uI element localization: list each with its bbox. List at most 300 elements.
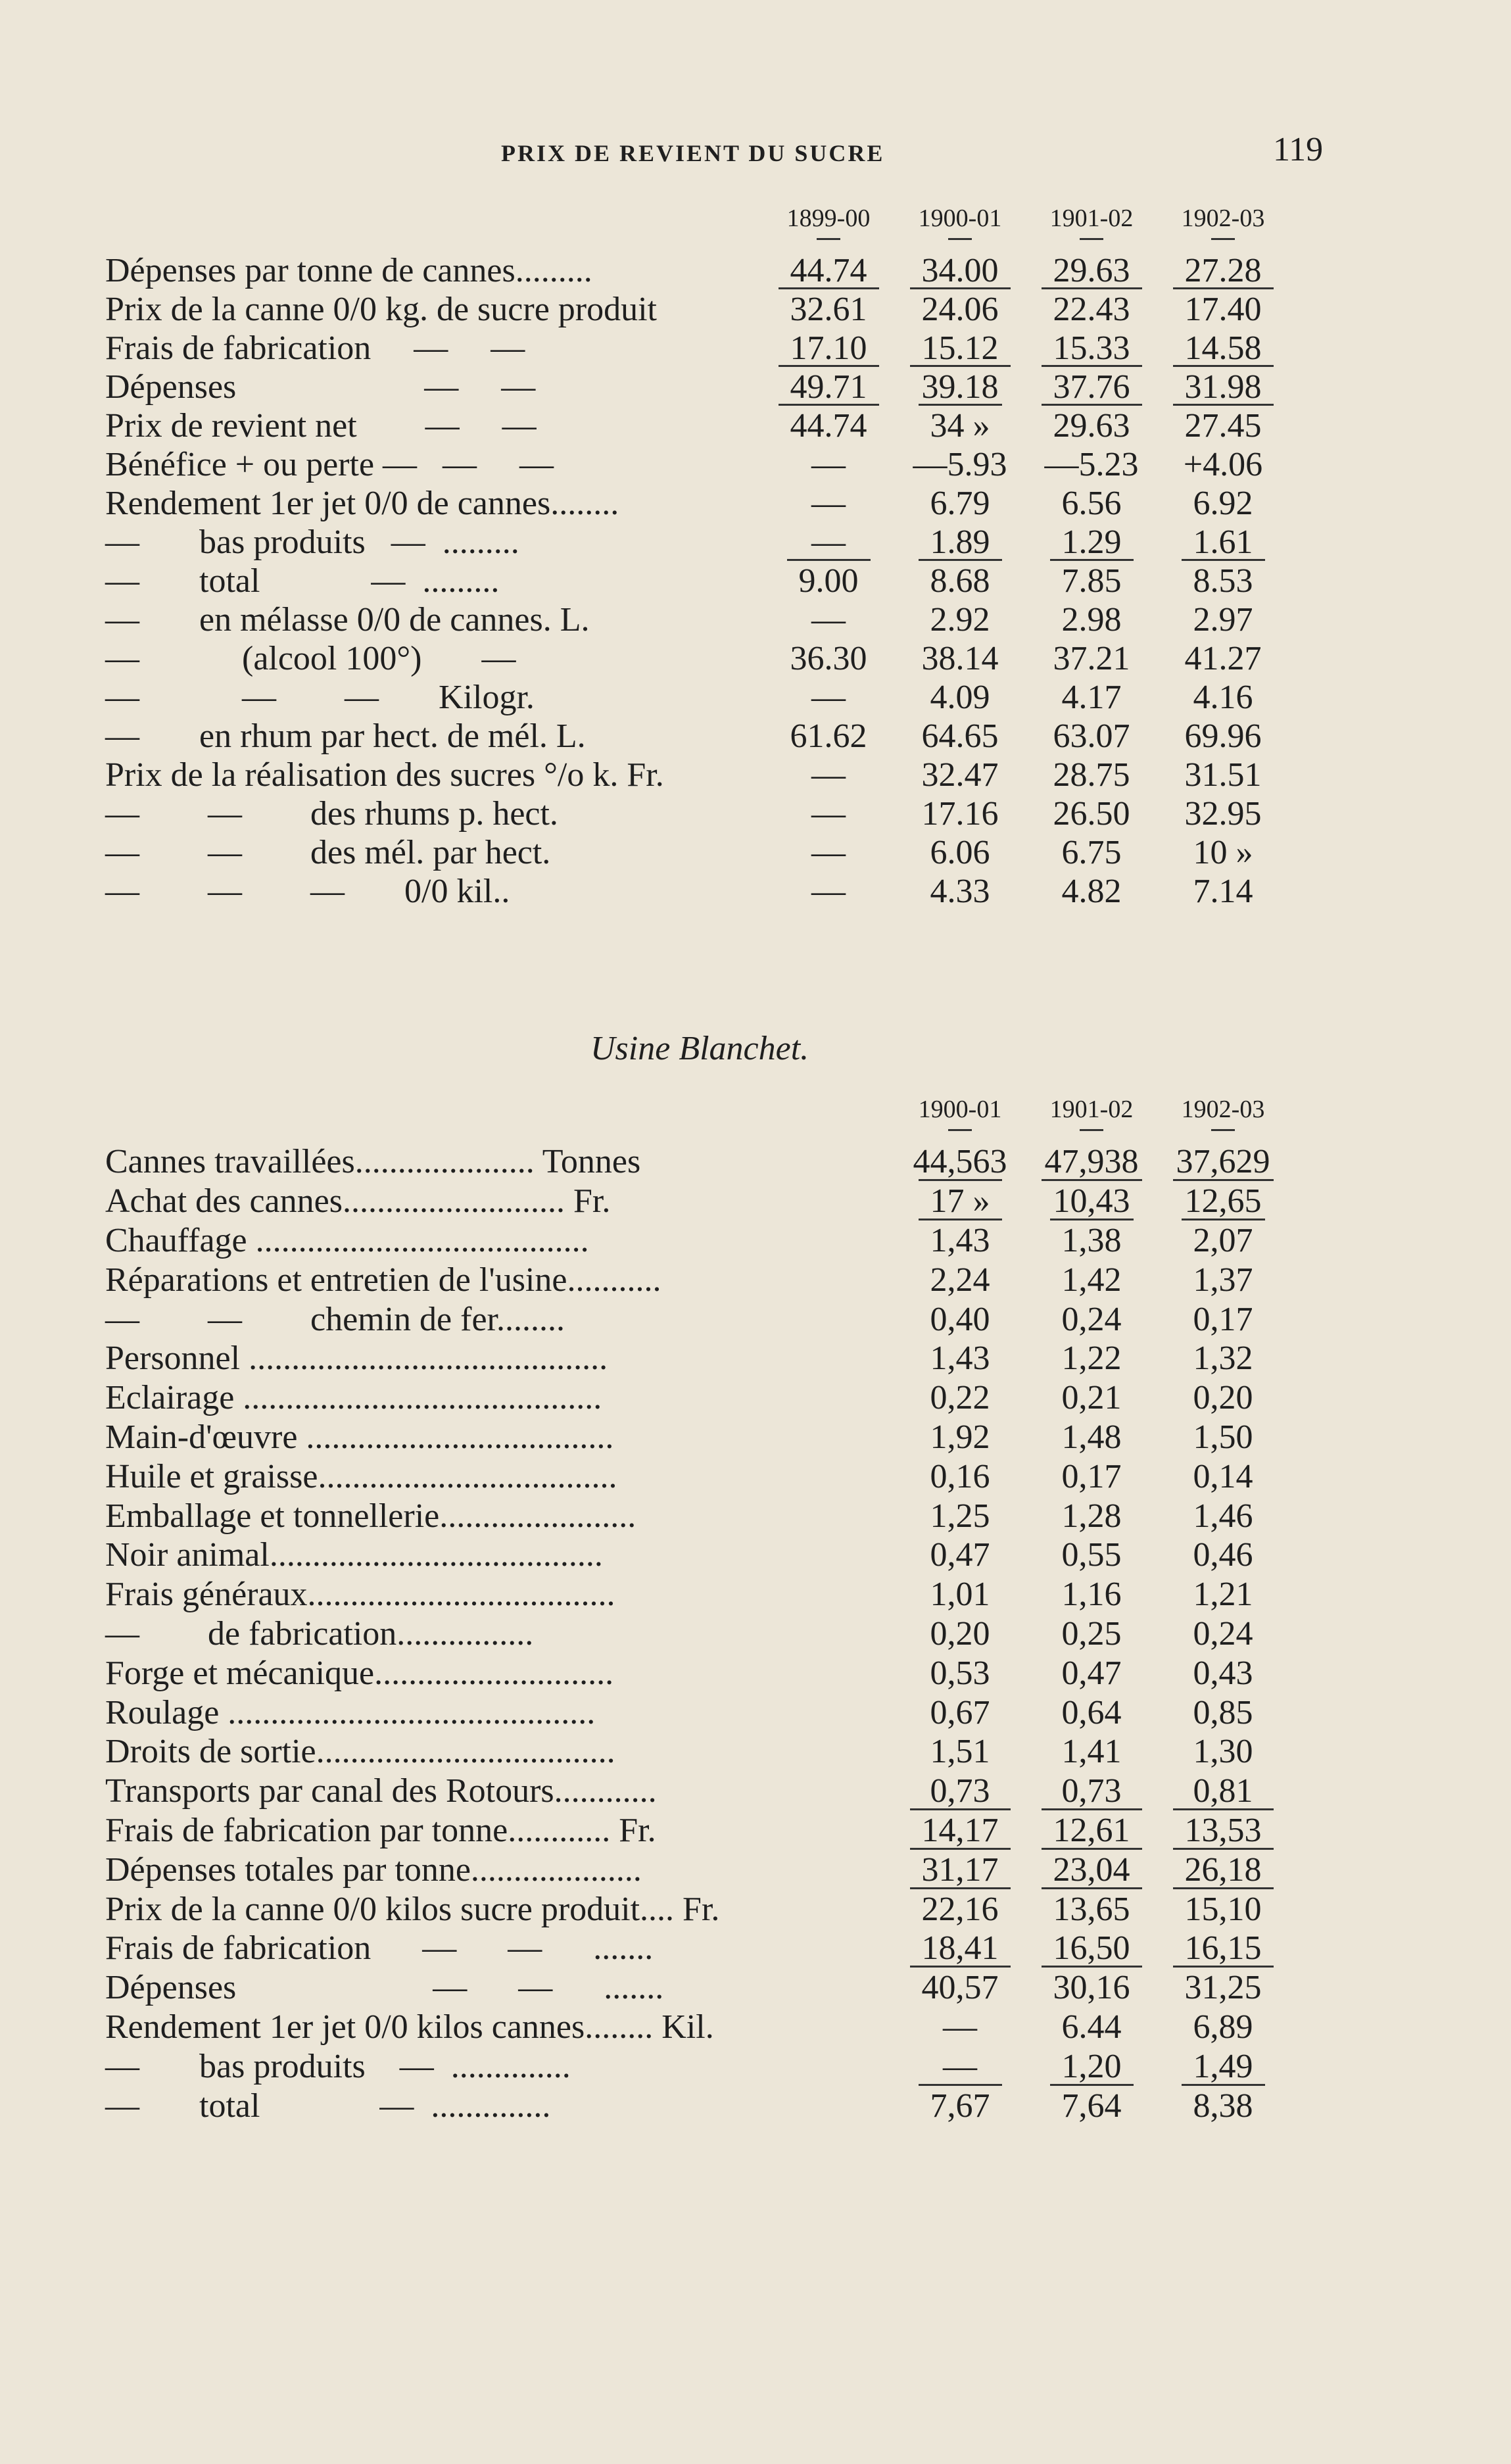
cell-value: 1,43 [919, 1219, 1002, 1259]
value-cell [1026, 794, 1157, 833]
table-row [105, 794, 1289, 833]
cost-table-2 [105, 1095, 1289, 2125]
cell-value: 31,17 [910, 1848, 1011, 1889]
cell-value: 64.65 [921, 717, 999, 755]
table2-header-row [105, 1095, 1289, 1142]
value-cell [1026, 1889, 1157, 1929]
value-cell [894, 290, 1026, 329]
cell-value: 30,16 [1042, 1966, 1142, 2006]
cell-value: 0,25 [1061, 1614, 1122, 1653]
cell-value: —5.23 [1044, 446, 1139, 483]
cell-value: 0,17 [1193, 1300, 1253, 1338]
cell-value: 69.96 [1184, 717, 1262, 755]
cell-value: 49.71 [779, 365, 879, 406]
page-number: 119 [1273, 131, 1324, 168]
table-row [105, 1968, 1289, 2008]
cell-value: 14.58 [1184, 329, 1262, 367]
cell-value: 6.56 [1061, 485, 1122, 522]
cell-value: — [811, 485, 846, 522]
table-row [105, 1378, 1289, 1418]
cost-table-1 [105, 204, 1289, 911]
value-cell [1026, 2008, 1157, 2047]
cell-value: 44.74 [790, 252, 867, 289]
row-label: Transports par canal des Rotours............ [105, 1772, 657, 1810]
cell-value: — [811, 523, 846, 561]
value-cell [1157, 756, 1289, 794]
row-label: Achat des cannes.......................... Fr. [105, 1182, 611, 1220]
table1-col-header: 1901-02 [1026, 204, 1157, 251]
cell-value: 17.40 [1173, 287, 1274, 328]
table-row [105, 756, 1289, 794]
value-cell [1157, 794, 1289, 833]
value-cell [1026, 290, 1157, 329]
row-label: Dépenses — — [105, 368, 536, 406]
cell-value: — [811, 601, 846, 639]
value-cell [1026, 1457, 1157, 1496]
table-row [105, 717, 1289, 756]
cell-value: 28.75 [1053, 756, 1130, 794]
value-cell [763, 562, 894, 600]
cell-value: 0,21 [1061, 1379, 1122, 1417]
value-cell [1157, 2086, 1289, 2125]
row-label: Rendement 1er jet 0/0 kilos cannes........ Kil. [105, 2008, 714, 2046]
cell-value: 26,18 [1173, 1848, 1274, 1889]
cell-value: 37.21 [1053, 640, 1130, 677]
value-cell [1157, 484, 1289, 523]
value-cell [1157, 2008, 1289, 2047]
value-cell [763, 251, 894, 290]
value-cell [894, 717, 1026, 756]
table-row [105, 562, 1289, 600]
cell-value: 24.06 [910, 287, 1011, 328]
cell-value: 36.30 [790, 640, 867, 677]
value-cell [1157, 1889, 1289, 1929]
cell-value: 1,46 [1193, 1497, 1253, 1535]
row-label: Emballage et tonnellerie....................... [105, 1497, 636, 1535]
row-label: — — des rhums p. hect. [105, 795, 558, 833]
value-cell [1026, 1378, 1157, 1418]
row-label: Frais de fabrication — — ....... [105, 1929, 654, 1968]
cell-value: 7,64 [1050, 2084, 1134, 2125]
value-cell [1157, 1457, 1289, 1496]
value-cell [1026, 756, 1157, 794]
table-row [105, 1811, 1289, 1850]
cell-value: 12,61 [1042, 1808, 1142, 1849]
value-cell [1157, 1693, 1289, 1732]
table-row [105, 1496, 1289, 1535]
value-cell [1026, 484, 1157, 523]
cell-value: 1,49 [1193, 2047, 1253, 2085]
value-cell [894, 1889, 1026, 1929]
cell-value: 4.16 [1193, 679, 1253, 716]
value-cell [894, 329, 1026, 368]
value-cell [1026, 251, 1157, 290]
table-row [105, 1614, 1289, 1654]
cell-value: 0,47 [1061, 1654, 1122, 1692]
value-cell [894, 484, 1026, 523]
table-row [105, 1889, 1289, 1929]
value-cell [763, 678, 894, 717]
value-cell [1157, 1221, 1289, 1261]
cell-value: 61.62 [790, 717, 867, 755]
value-cell [1026, 600, 1157, 639]
value-cell [763, 290, 894, 329]
row-label: Dépenses — — ....... [105, 1969, 664, 2007]
value-cell [894, 2008, 1026, 2047]
table-row [105, 290, 1289, 329]
cell-value: 4.33 [930, 873, 990, 910]
value-cell [1157, 368, 1289, 406]
cell-value: 0,73 [930, 1772, 990, 1810]
value-cell [1157, 445, 1289, 484]
cell-value: 38.14 [921, 640, 999, 677]
cell-value: 41.27 [1184, 640, 1262, 677]
cell-value: 37,629 [1176, 1143, 1270, 1181]
row-label: Personnel .......................................... [105, 1340, 608, 1378]
row-label: — total — ......... [105, 562, 500, 600]
cell-value: 8,38 [1182, 2084, 1265, 2125]
cell-value: 16,15 [1184, 1929, 1262, 1968]
value-cell [894, 1850, 1026, 1889]
row-label: — de fabrication................ [105, 1614, 534, 1653]
cell-value: 1,50 [1193, 1418, 1253, 1456]
value-cell [1026, 639, 1157, 678]
value-cell [894, 1339, 1026, 1378]
value-cell [894, 368, 1026, 406]
cell-value: 17.16 [921, 795, 999, 833]
cell-value: 2.98 [1061, 601, 1122, 639]
table-row [105, 368, 1289, 406]
row-label: Frais généraux.................................... [105, 1576, 615, 1614]
value-cell [1157, 329, 1289, 368]
cell-value: 4.82 [1061, 873, 1122, 910]
cell-value: 39.18 [910, 365, 1011, 406]
table2-col-header: 1901-02 [1026, 1095, 1157, 1142]
cell-value: 6.79 [930, 485, 990, 522]
cell-value: 13,65 [1042, 1887, 1142, 1928]
value-cell [894, 1772, 1026, 1811]
value-cell [1157, 1535, 1289, 1575]
row-label: Dépenses par tonne de cannes......... [105, 252, 592, 289]
cell-value: 44.74 [779, 404, 879, 445]
cell-value: 63.07 [1053, 717, 1130, 755]
value-cell [1157, 1968, 1289, 2008]
table-row [105, 445, 1289, 484]
row-label: Droits de sortie................................... [105, 1733, 615, 1771]
value-cell [1157, 833, 1289, 872]
running-title: PRIX DE REVIENT DU SUCRE [501, 140, 885, 166]
table1-col-header: 1900-01 [894, 204, 1026, 251]
cell-value: 9.00 [787, 559, 871, 600]
value-cell [894, 562, 1026, 600]
value-cell [1157, 2046, 1289, 2086]
table-row [105, 251, 1289, 290]
value-cell [1026, 872, 1157, 911]
cell-value: 18,41 [921, 1929, 999, 1968]
row-label: Huile et graisse................................... [105, 1457, 617, 1495]
cell-value: 34.00 [921, 252, 999, 289]
cell-value: 47,938 [1044, 1143, 1139, 1181]
cell-value: 0,55 [1061, 1536, 1122, 1574]
table-row [105, 1772, 1289, 1811]
section-title: Usine Blanchet. [590, 1030, 809, 1067]
cell-value: — [811, 873, 846, 910]
value-cell [1157, 872, 1289, 911]
cell-value: 8.68 [919, 559, 1002, 600]
cell-value: 0,46 [1193, 1536, 1253, 1574]
value-cell [894, 1653, 1026, 1693]
value-cell [894, 1693, 1026, 1732]
value-cell [1026, 368, 1157, 406]
row-label: Eclairage .......................................... [105, 1379, 602, 1417]
table-row [105, 1182, 1289, 1221]
table2-col-header: 1902-03 [1157, 1095, 1289, 1142]
value-cell [894, 1968, 1026, 2008]
table-row [105, 1535, 1289, 1575]
table-row [105, 1299, 1289, 1339]
cell-value: 15.33 [1053, 329, 1130, 367]
value-cell [894, 1614, 1026, 1654]
row-label: — — — 0/0 kil.. [105, 873, 510, 910]
value-cell [894, 1811, 1026, 1850]
cell-value: 1,28 [1061, 1497, 1122, 1535]
table-row [105, 1575, 1289, 1614]
cell-value: — [811, 679, 846, 716]
value-cell [1157, 1811, 1289, 1850]
table-row [105, 1693, 1289, 1732]
cell-value: 29.63 [1042, 404, 1142, 445]
table-row [105, 1142, 1289, 1182]
cell-value: 6.06 [930, 834, 990, 871]
value-cell [1157, 251, 1289, 290]
cell-value: 7,67 [919, 2084, 1002, 2125]
value-cell [1157, 406, 1289, 445]
value-cell [1026, 1929, 1157, 1968]
table-row [105, 1732, 1289, 1772]
cell-value: 12,65 [1173, 1179, 1274, 1220]
value-cell [1026, 1653, 1157, 1693]
value-cell [894, 678, 1026, 717]
value-cell [1157, 1418, 1289, 1457]
value-cell [1026, 1339, 1157, 1378]
row-label: Prix de revient net — — [105, 407, 537, 445]
cell-value: 1,32 [1193, 1340, 1253, 1378]
value-cell [894, 639, 1026, 678]
cell-value: — [811, 756, 846, 794]
cell-value: 1,42 [1061, 1261, 1122, 1299]
cell-value: 44,563 [913, 1143, 1007, 1181]
row-label: — bas produits — .............. [105, 2047, 571, 2085]
cell-value: 1,48 [1061, 1418, 1122, 1456]
row-label: Cannes travaillées..................... Tonnes [105, 1143, 641, 1181]
table-row [105, 484, 1289, 523]
value-cell [1026, 1142, 1157, 1182]
value-cell [894, 1418, 1026, 1457]
value-cell [1157, 290, 1289, 329]
value-cell [1157, 1850, 1289, 1889]
value-cell [894, 756, 1026, 794]
value-cell [1026, 1221, 1157, 1261]
cell-value: 6.44 [1061, 2008, 1122, 2046]
value-cell [1026, 2086, 1157, 2125]
value-cell [1026, 1693, 1157, 1732]
table-row [105, 600, 1289, 639]
value-cell [1157, 523, 1289, 562]
cell-value: 0,73 [1061, 1772, 1122, 1810]
cell-value: 26.50 [1053, 795, 1130, 833]
value-cell [894, 406, 1026, 445]
table-row [105, 1221, 1289, 1261]
value-cell [1026, 1575, 1157, 1614]
cell-value: 1,20 [1061, 2047, 1122, 2085]
cell-value: 0,47 [930, 1536, 990, 1574]
cell-value: 0,67 [930, 1693, 990, 1731]
cell-value: 1,01 [930, 1576, 990, 1614]
cell-value: 1.29 [1061, 523, 1122, 561]
cell-value: 0,24 [1193, 1614, 1253, 1653]
value-cell [1026, 1260, 1157, 1299]
cell-value: 15.12 [921, 329, 999, 367]
value-cell [1157, 562, 1289, 600]
row-label: Frais de fabrication — — [105, 329, 525, 367]
table1-col-header: 1902-03 [1157, 204, 1289, 251]
value-cell [1157, 1732, 1289, 1772]
table-row [105, 1418, 1289, 1457]
cell-value: 32.61 [779, 287, 879, 328]
value-cell [1157, 1772, 1289, 1811]
cell-value: 1,43 [930, 1340, 990, 1378]
cell-value: 1,92 [930, 1418, 990, 1456]
cell-value: 0,14 [1193, 1457, 1253, 1495]
value-cell [1157, 1929, 1289, 1968]
cell-value: — [811, 834, 846, 871]
value-cell [1026, 833, 1157, 872]
cell-value: 2,07 [1182, 1219, 1265, 1259]
value-cell [1157, 678, 1289, 717]
cell-value: 0,64 [1061, 1693, 1122, 1731]
value-cell [1157, 1339, 1289, 1378]
value-cell [1026, 1614, 1157, 1654]
row-label: Réparations et entretien de l'usine........... [105, 1261, 661, 1299]
cell-value: 16,50 [1053, 1929, 1130, 1968]
value-cell [763, 523, 894, 562]
value-cell [763, 717, 894, 756]
cell-value: 32.95 [1184, 795, 1262, 833]
value-cell [763, 639, 894, 678]
value-cell [1157, 1496, 1289, 1535]
value-cell [894, 833, 1026, 872]
value-cell [894, 1732, 1026, 1772]
value-cell [1026, 329, 1157, 368]
cell-value: 1,21 [1193, 1576, 1253, 1614]
cell-value: 0,53 [930, 1654, 990, 1692]
table-row [105, 406, 1289, 445]
cell-value: — [943, 2047, 977, 2085]
value-cell [763, 794, 894, 833]
cell-value: 32.47 [921, 756, 999, 794]
value-cell [1026, 1299, 1157, 1339]
row-label: — total — .............. [105, 2087, 551, 2125]
table-row [105, 1260, 1289, 1299]
row-label: Roulage ........................................... [105, 1693, 596, 1731]
value-cell [1026, 1850, 1157, 1889]
value-cell [1026, 1496, 1157, 1535]
value-cell [1026, 717, 1157, 756]
value-cell [894, 794, 1026, 833]
table-row [105, 1339, 1289, 1378]
cell-value: — [811, 446, 846, 483]
value-cell [1157, 1182, 1289, 1221]
value-cell [1026, 678, 1157, 717]
cell-value: 1,51 [930, 1733, 990, 1771]
value-cell [894, 1575, 1026, 1614]
cell-value: 1,30 [1193, 1733, 1253, 1771]
table2-col-header: 1900-01 [894, 1095, 1026, 1142]
row-label: — en mélasse 0/0 de cannes. L. [105, 601, 590, 639]
cell-value: 37.76 [1042, 365, 1142, 406]
value-cell [894, 600, 1026, 639]
cell-value: 31,25 [1173, 1966, 1274, 2006]
table-row [105, 833, 1289, 872]
cell-value: 29.63 [1053, 252, 1130, 289]
value-cell [894, 1457, 1026, 1496]
value-cell [763, 872, 894, 911]
cell-value: 27.45 [1173, 404, 1274, 445]
cell-value: 2.92 [930, 601, 990, 639]
value-cell [894, 1221, 1026, 1261]
value-cell [894, 1299, 1026, 1339]
value-cell [1157, 1142, 1289, 1182]
cell-value: 7.85 [1050, 559, 1134, 600]
cell-value: 1,22 [1061, 1340, 1122, 1378]
value-cell [1157, 1653, 1289, 1693]
value-cell [894, 1378, 1026, 1418]
cell-value: 8.53 [1182, 559, 1265, 600]
row-label: Prix de la canne 0/0 kg. de sucre produit [105, 291, 657, 328]
cell-value: 0,81 [1193, 1772, 1253, 1810]
cell-value: 15,10 [1173, 1887, 1274, 1928]
cell-value: 0,22 [930, 1379, 990, 1417]
table-row [105, 2008, 1289, 2047]
cell-value: 22.43 [1042, 287, 1142, 328]
cell-value: 14,17 [910, 1808, 1011, 1849]
cell-value: 31.98 [1173, 365, 1274, 406]
value-cell [894, 1142, 1026, 1182]
row-label: Chauffage ....................................... [105, 1221, 589, 1259]
value-cell [763, 600, 894, 639]
value-cell [1157, 717, 1289, 756]
table1-header-row [105, 204, 1289, 251]
value-cell [1026, 2046, 1157, 2086]
value-cell [1026, 1182, 1157, 1221]
value-cell [894, 523, 1026, 562]
row-label: Prix de la canne 0/0 kilos sucre produit.... Fr. [105, 1890, 720, 1928]
value-cell [763, 484, 894, 523]
value-cell [894, 445, 1026, 484]
table-row [105, 639, 1289, 678]
value-cell [894, 1260, 1026, 1299]
row-label: Frais de fabrication par tonne............ Fr. [105, 1811, 656, 1849]
row-label: — — chemin de fer........ [105, 1300, 565, 1338]
value-cell [1157, 1260, 1289, 1299]
value-cell [763, 756, 894, 794]
row-label: — — — Kilogr. [105, 679, 535, 716]
cell-value: 2,24 [930, 1261, 990, 1299]
cell-value: 1,37 [1193, 1261, 1253, 1299]
value-cell [1026, 1772, 1157, 1811]
cell-value: 13,53 [1173, 1808, 1274, 1849]
value-cell [1157, 1378, 1289, 1418]
